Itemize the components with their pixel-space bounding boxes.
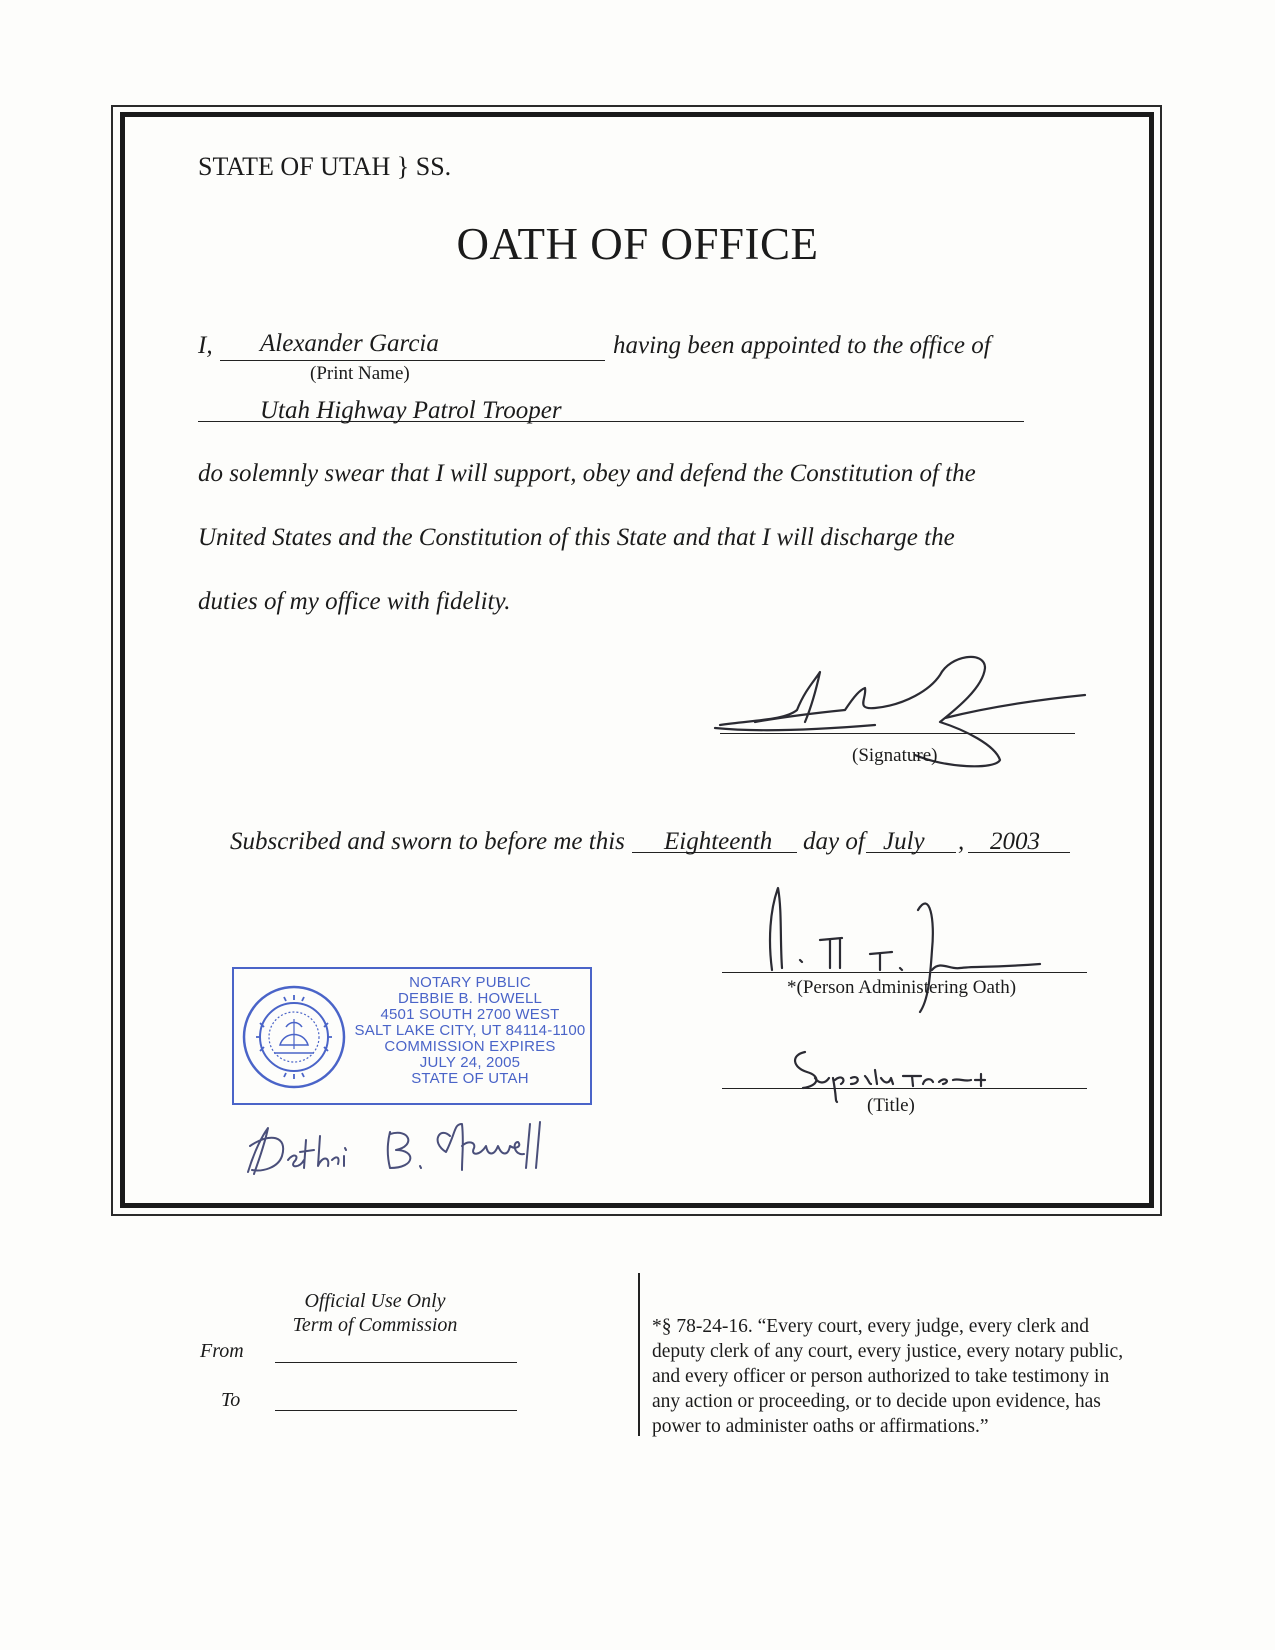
pronoun: I, [198, 332, 213, 359]
administrator-signature [760, 880, 1060, 1020]
document-title: OATH OF OFFICE [456, 219, 819, 269]
stamp-line: SALT LAKE CITY, UT 84114-1100 [354, 1022, 586, 1039]
print-name-caption: (Print Name) [310, 363, 410, 384]
stamp-line: 4501 SOUTH 2700 WEST [380, 1006, 560, 1023]
stamp-line: NOTARY PUBLIC [409, 974, 531, 991]
utah-state-seal-icon [240, 983, 348, 1091]
name-line [220, 360, 605, 361]
venue-line: STATE OF UTAH } SS. [198, 152, 452, 181]
stamp-line: COMMISSION EXPIRES [384, 1038, 556, 1055]
stamp-line: STATE OF UTAH [411, 1070, 529, 1087]
section-divider [638, 1273, 640, 1436]
to-line[interactable] [275, 1410, 517, 1411]
subscribed-lead: Subscribed and sworn to before me this [230, 828, 625, 855]
comma: , [958, 828, 965, 855]
notary-signature [240, 1112, 580, 1182]
to-label: To [221, 1389, 241, 1411]
term-of-commission-heading: Term of Commission [292, 1314, 458, 1336]
stamp-line: JULY 24, 2005 [419, 1054, 521, 1071]
stamp-line: DEBBIE B. HOWELL [397, 990, 543, 1007]
sworn-year: 2003 [990, 828, 1040, 855]
oath-line-2: United States and the Constitution of this State and that I will discharge the [198, 524, 955, 551]
from-label: From [200, 1340, 244, 1362]
sworn-month: July [883, 828, 925, 855]
day-of-text: day of [803, 828, 865, 855]
signature-caption: (Signature) [852, 745, 938, 766]
notary-stamp-text [352, 975, 588, 1087]
oath-line-3: duties of my office with fidelity. [198, 588, 511, 615]
administrator-caption: *(Person Administering Oath) [787, 977, 1017, 998]
oath-line-1: do solemnly swear that I will support, obey and defend the Constitution of the [198, 460, 976, 487]
title-caption: (Title) [867, 1095, 915, 1116]
official-use-heading: Official Use Only [304, 1290, 446, 1312]
sworn-day: Eighteenth [664, 828, 773, 855]
notary-stamp [232, 967, 592, 1105]
statute-citation: *§ 78-24-16. “Every court, every judge, every clerk and deputy clerk of any court, every justice, every notary public, and every officer or person authorized to take testimony in any action or proceeding, or to decide upon evidence, has power to administer oaths or affirmations.” [652, 1316, 1124, 1437]
office-title: Utah Highway Patrol Trooper [260, 397, 562, 424]
from-line[interactable] [275, 1362, 517, 1363]
appointed-text: having been appointed to the office of [613, 332, 991, 359]
printed-name: Alexander Garcia [260, 330, 439, 357]
